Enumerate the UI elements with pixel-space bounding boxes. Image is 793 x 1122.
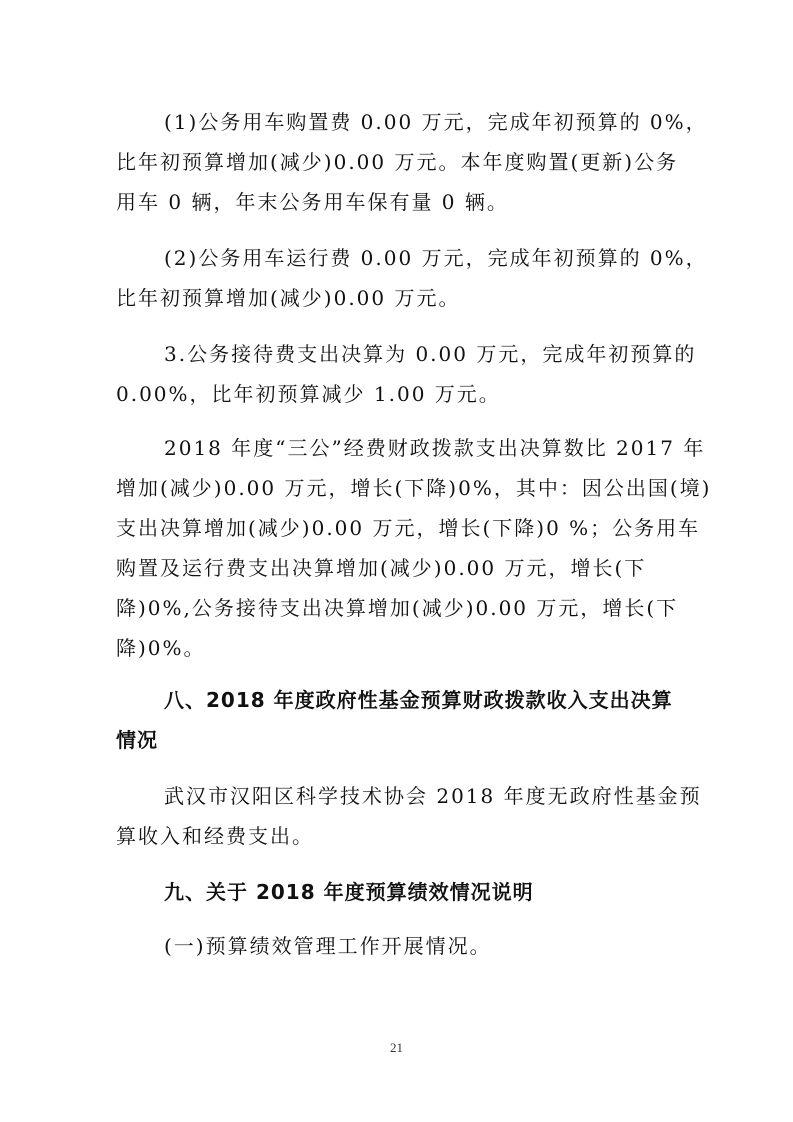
text-line: 比年初预算增加(减少)0.00 万元。 [116, 286, 461, 310]
text-line: (一)预算绩效管理工作开展情况。 [164, 934, 492, 958]
section-heading-9 [116, 872, 682, 912]
paragraph-vehicle-purchase [116, 102, 708, 222]
text-line: 用车 0 辆，年末公务用车保有量 0 辆。 [116, 190, 509, 214]
heading-line: 情况 [116, 728, 158, 752]
heading-line: 八、2018 年度政府性基金预算财政拨款收入支出决算 [164, 688, 673, 712]
paragraph-performance-management [116, 926, 682, 966]
paragraph-government-fund [116, 776, 702, 856]
text-line: 降)0%,公务接待支出决算增加(减少)0.00 万元，增长(下 [116, 596, 679, 620]
text-line: 增加(减少)0.00 万元，增长(下降)0%，其中：因公出国(境) [116, 476, 712, 500]
text-line: 支出决算增加(减少)0.00 万元，增长(下降)0 %；公务用车 [116, 516, 701, 540]
section-heading-8 [116, 680, 682, 760]
text-line: 3.公务接待费支出决算为 0.00 万元，完成年初预算的 [164, 342, 697, 366]
text-line: 购置及运行费支出决算增加(减少)0.00 万元，增长(下 [116, 556, 647, 580]
text-line: 武汉市汉阳区科学技术协会 2018 年度无政府性基金预 [164, 784, 702, 808]
text-line: (1)公务用车购置费 0.00 万元，完成年初预算的 0%， [164, 110, 708, 134]
heading-line: 九、关于 2018 年度预算绩效情况说明 [164, 880, 534, 904]
page-number: 21 [390, 1040, 403, 1055]
paragraph-three-public-comparison [116, 428, 712, 668]
text-line: 2018 年度“三公”经费财政拨款支出决算数比 2017 年 [164, 436, 706, 460]
text-line: 降)0%。 [116, 636, 206, 660]
paragraph-vehicle-operation [116, 238, 708, 318]
text-line: 0.00%，比年初预算减少 1.00 万元。 [116, 382, 501, 406]
text-line: 比年初预算增加(减少)0.00 万元。本年度购置(更新)公务 [116, 150, 679, 174]
text-line: 算收入和经费支出。 [116, 824, 314, 848]
text-line: (2)公务用车运行费 0.00 万元，完成年初预算的 0%， [164, 246, 708, 270]
paragraph-reception-expense [116, 334, 697, 414]
